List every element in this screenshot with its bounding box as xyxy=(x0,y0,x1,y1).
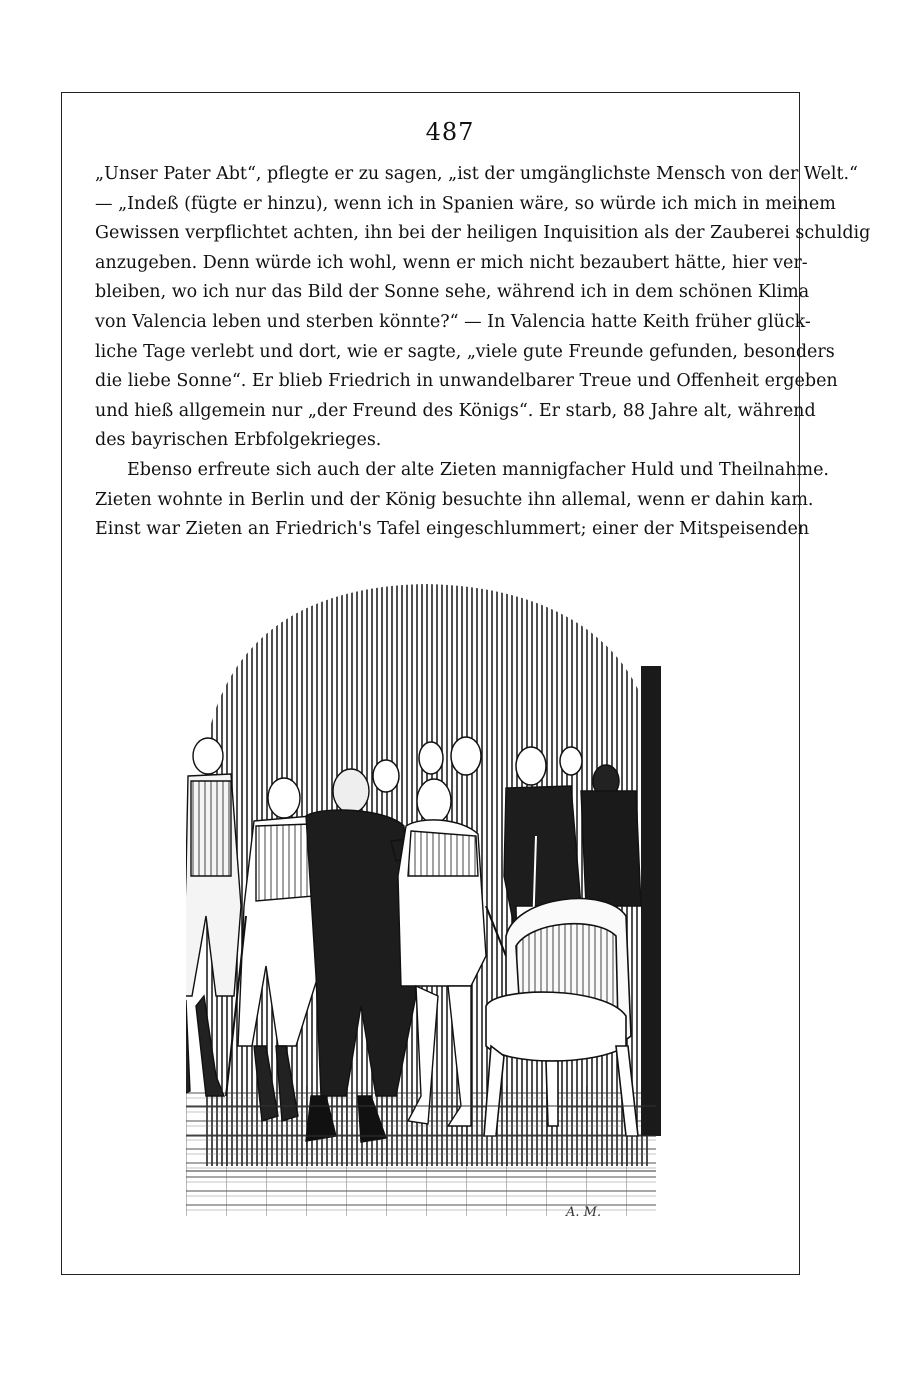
text-line: die liebe Sonne“. Er blieb Friedrich in unwandelbarer Treue und Offenheit ergeben xyxy=(95,371,838,392)
text-line: Zieten wohnte in Berlin und der König besuchte ihn allemal, wenn er dahin kam. xyxy=(95,489,814,510)
text-line: des bayrischen Erbfolgekrieges. xyxy=(95,430,382,451)
text-line: bleiben, wo ich nur das Bild der Sonne sehe, während ich in dem schönen Klima xyxy=(95,282,810,303)
page-number: 487 xyxy=(425,118,475,146)
text-line: Gewissen verpflichtet achten, ihn bei der heiligen Inquisition als der Zauberei schuldig xyxy=(95,223,871,244)
text-line: von Valencia leben und sterben könnte?“ — In Valencia hatte Keith früher glück- xyxy=(95,311,811,332)
text-line: anzugeben. Denn würde ich wohl, wenn er mich nicht bezaubert hätte, hier ver- xyxy=(95,252,808,273)
engraving-drawing xyxy=(186,576,666,1226)
body-text xyxy=(95,160,871,545)
text-line: Einst war Zieten an Friedrich's Tafel eingeschlummert; einer der Mitspeisenden xyxy=(95,519,810,540)
text-line: liche Tage verlebt und dort, wie er sagte, „viele gute Freunde gefunden, besonders xyxy=(95,341,835,362)
text-line: — „Indeß (fügte er hinzu), wenn ich in Spanien wäre, so würde ich mich in meinem xyxy=(95,193,836,214)
wall-column xyxy=(641,666,661,1136)
text-line: und hieß allgemein nur „der Freund des Königs“. Er starb, 88 Jahre alt, während xyxy=(95,400,816,421)
engraving-illustration xyxy=(186,576,666,1226)
paragraph-2 xyxy=(95,456,829,545)
paragraph-1 xyxy=(95,160,871,456)
artist-signature: A. M. xyxy=(566,1205,602,1220)
text-line: Ebenso erfreute sich auch der alte Zieten mannigfacher Huld und Theilnahme. xyxy=(127,459,829,480)
text-line: „Unser Pater Abt“, pflegte er zu sagen, „ist der umgänglichste Mensch von der Welt.“ xyxy=(95,164,858,184)
